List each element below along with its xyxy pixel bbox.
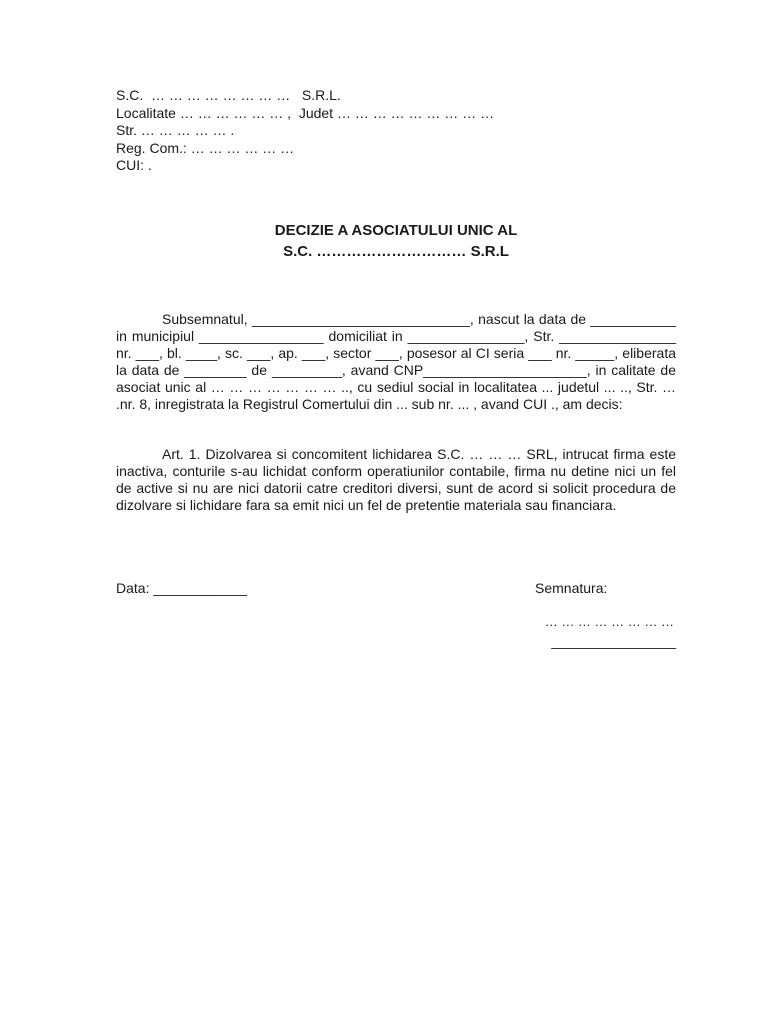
declarant-paragraph-text: Subsemnatul, ____________________________, nascut la data de ___________ in municipiul ________________ domiciliat in _______________, Str. _______________ nr. ___, bl. ____, sc. ___, ap. ___, sector ___, posesor al CI seria ___ nr. _____, eliberata la data de ________ de _________, avand CNP_____________________, in calitate de asociat unic al … … … … … … … .., cu sediul social in localitatea ... judetul ... .., Str. … .nr. 8, inregistrata la Registrul Comertului din ... sub nr. ... , avand CUI ., am decis: <box>116 311 676 412</box>
trade-register-line: Reg. Com.: … … … … … … <box>116 139 295 156</box>
signature-line: ________________ <box>551 633 676 649</box>
locality-line: Localitate … … … … … … , Judet … … … … … … … … … <box>116 104 495 121</box>
company-header <box>116 87 494 175</box>
document-subtitle: S.C. ………………………… S.R.L <box>283 243 509 260</box>
article-1-text: Art. 1. Dizolvarea si concomitent lichidarea S.C. … … … SRL, intrucat firma este inactiva, conturile s-au lichidat conform operatiunilor contabile, firma nu detine nici un fel de active si nu are nici datorii catre creditori diversi, sunt de acord si solicit procedura de dizolvare si lichidare fara sa emit nici un fel de pretentie materiala sau financiara. <box>116 446 676 513</box>
date-field: Data: ____________ <box>116 580 247 596</box>
document-title: DECIZIE A ASOCIATULUI UNIC AL <box>274 222 518 239</box>
street-line: Str. … … … … … . <box>116 122 235 138</box>
signature-dots: … … … … … … … … <box>544 614 674 629</box>
signature-label: Semnatura: <box>535 580 608 596</box>
company-name-line: S.C. … … … … … … … … S.R.L. <box>116 87 341 103</box>
article-1-paragraph <box>116 446 676 514</box>
cui-line: CUI: . <box>116 157 152 173</box>
declarant-paragraph <box>116 311 676 413</box>
